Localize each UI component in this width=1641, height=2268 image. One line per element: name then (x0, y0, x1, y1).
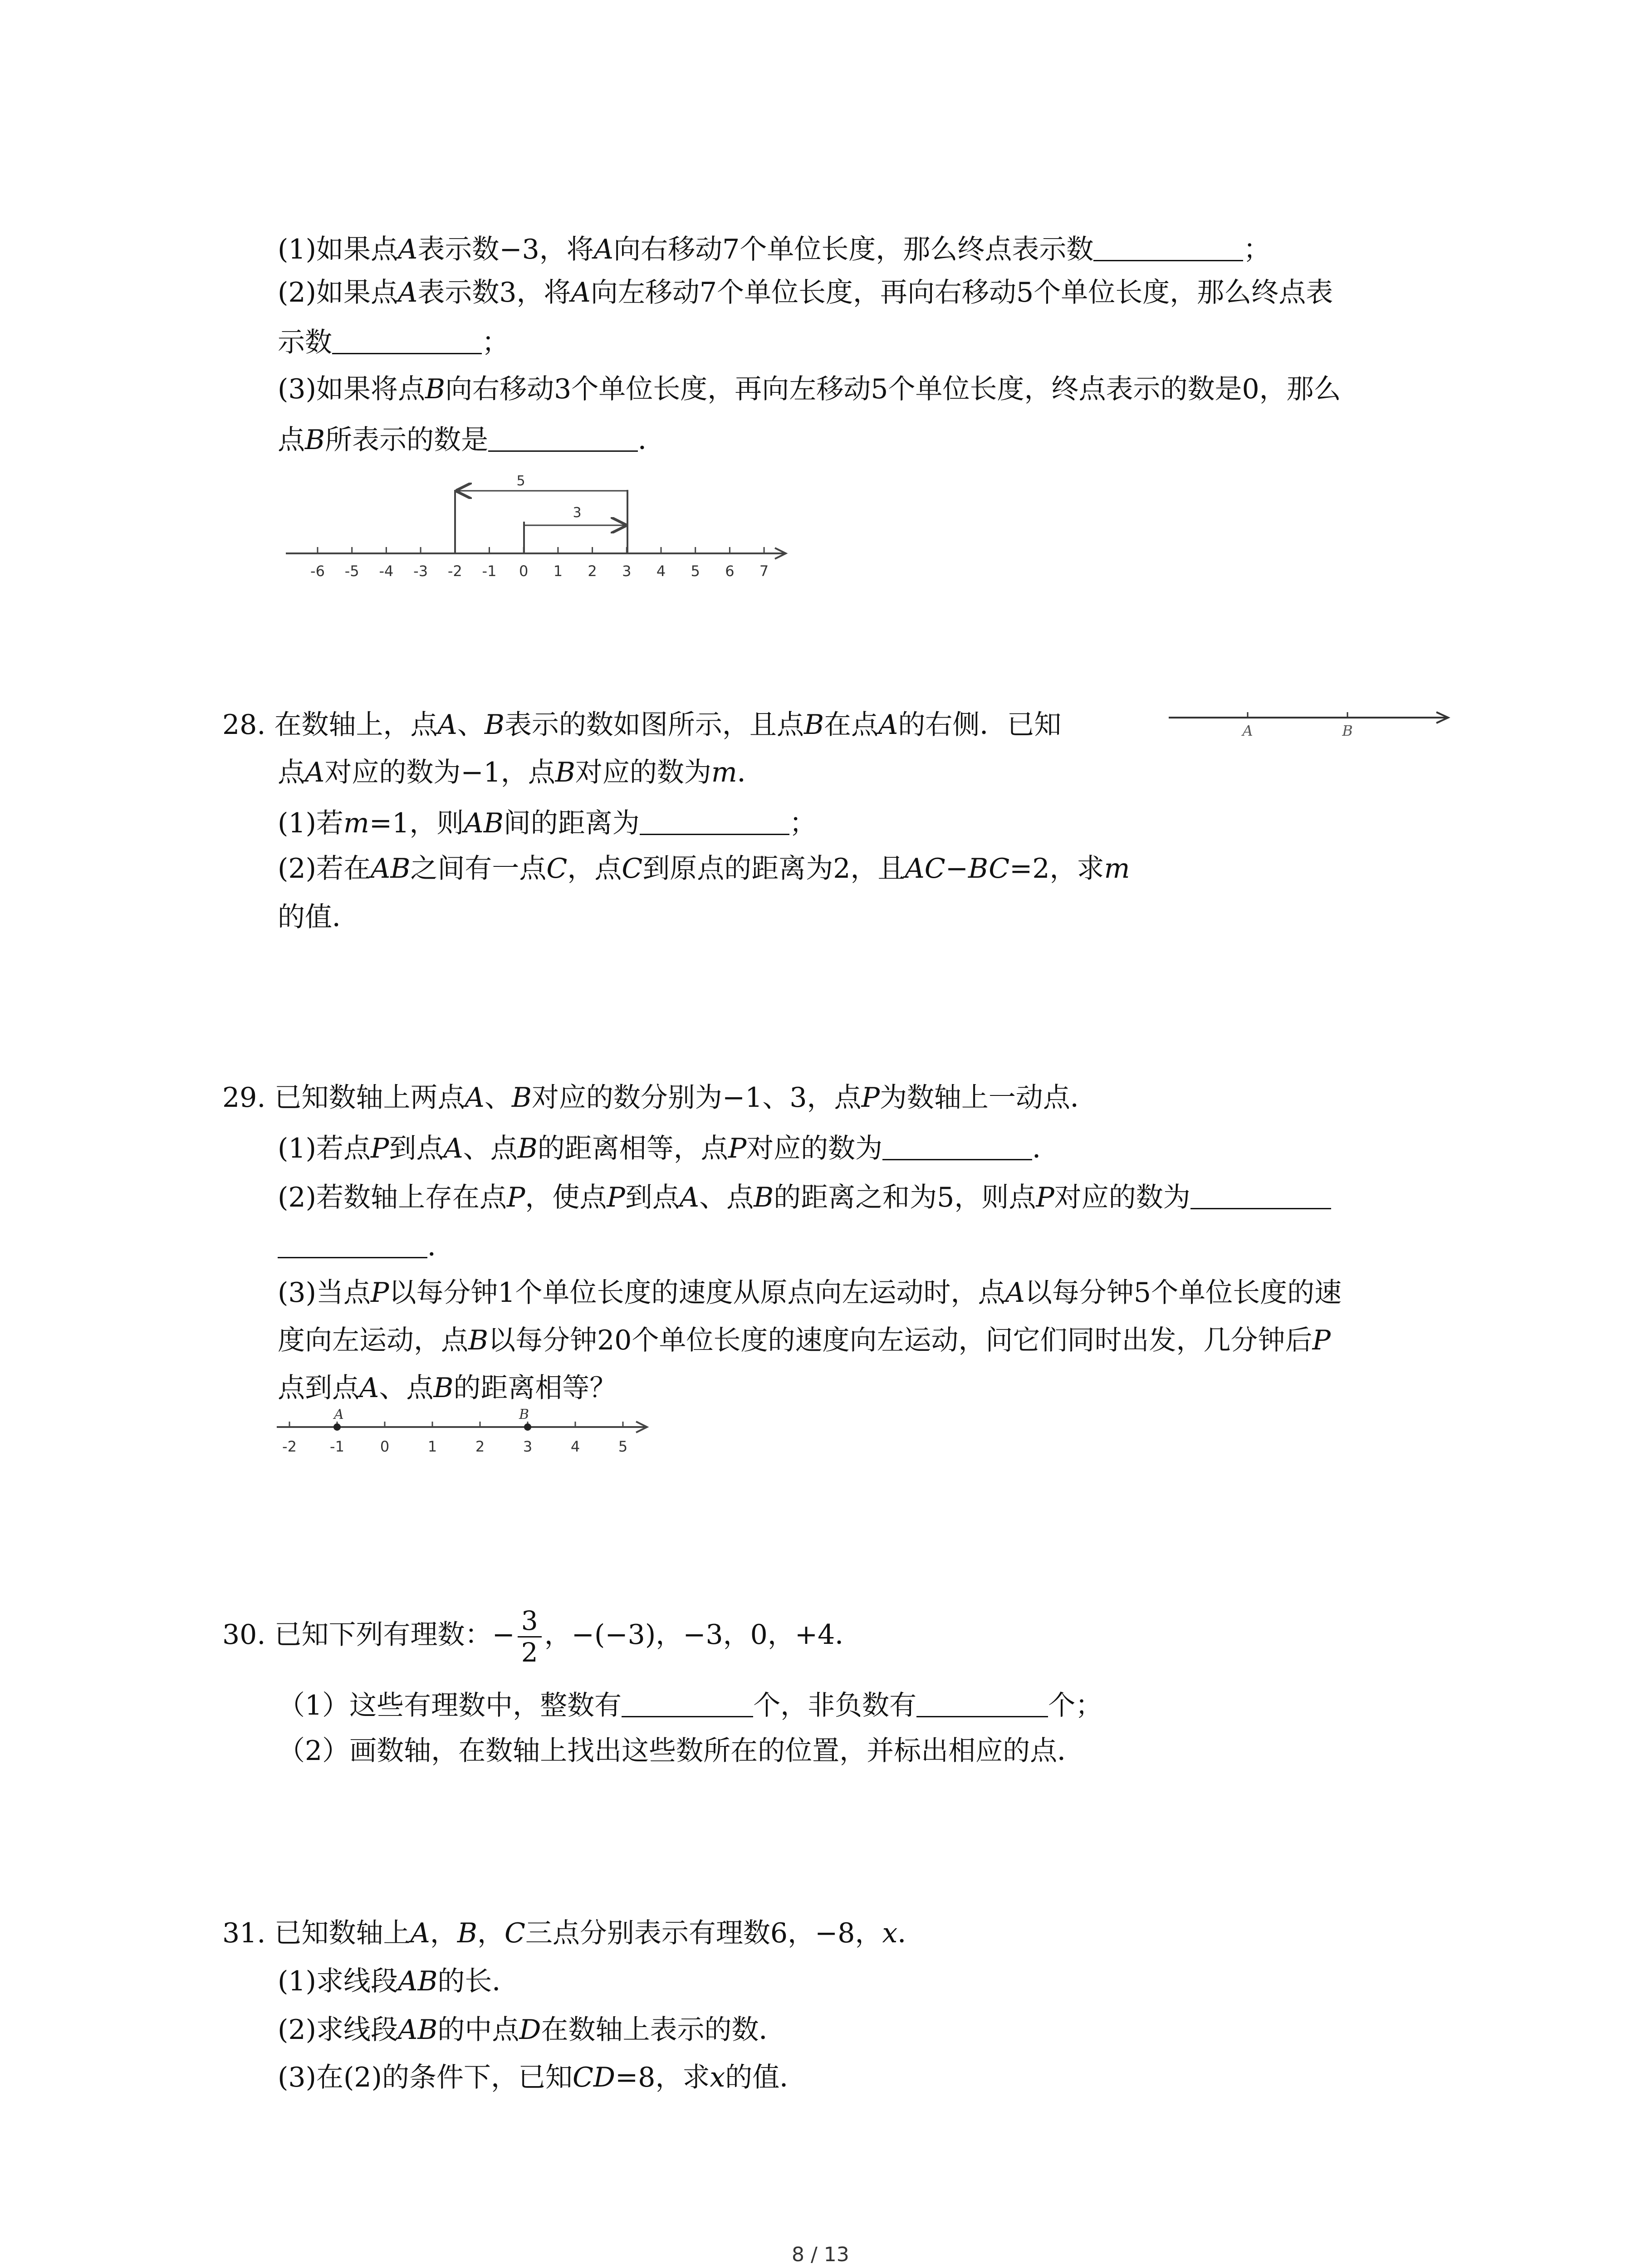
tick-label: 5 (618, 1438, 628, 1455)
point-b-label: B (519, 1407, 529, 1422)
q29-line5: (3)当点P以每分钟1个单位长度的速度从原点向左运动时，点A以每分钟5个单位长度的速 (278, 1277, 1342, 1309)
q27-part1: (1)如果点A表示数−3，将A向右移动7个单位长度，那么终点表示数 ； (278, 234, 1271, 265)
tick-label: 4 (656, 562, 666, 580)
tick-label: -2 (447, 562, 462, 580)
tick-label: 2 (588, 562, 597, 580)
tick-label: 3 (523, 1438, 533, 1455)
q31-line3: (2)求线段AB的中点D在数轴上表示的数． (278, 2014, 786, 2046)
label-b: B (1342, 722, 1353, 739)
q29-line7: 点到点A、点B的距离相等？ (278, 1372, 617, 1404)
answer-blank[interactable] (640, 807, 789, 835)
q27-part3: (3)如果将点B向右移动3个单位长度，再向左移动5个单位长度，终点表示的数是0，那么 (278, 373, 1341, 405)
q28-line5: 的值． (278, 901, 359, 933)
arrow-5-label: 5 (516, 473, 525, 489)
tick-label: 6 (725, 562, 735, 580)
q27-part2-cont: 示数 ； (278, 327, 509, 358)
q29-line2: (1)若点P到点A、点B的距离相等，点P对应的数为 ． (278, 1133, 1060, 1164)
tick-label: 5 (691, 562, 700, 580)
q28-line4: (2)若在AB之间有一点C，点C到原点的距离为2，且AC−BC=2，求m (278, 853, 1130, 885)
arrow-3-label: 3 (573, 505, 582, 521)
q29-line1: 29. 已知数轴上两点A、B对应的数分别为−1、3，点P为数轴上一动点． (222, 1082, 1097, 1114)
tick-label: 0 (380, 1438, 390, 1455)
tick-label: 0 (519, 562, 529, 580)
q28-line3: (1)若m=1，则AB间的距离为 ； (278, 807, 817, 839)
answer-blank[interactable] (622, 1690, 753, 1717)
page-number: 8 / 13 (792, 2243, 849, 2266)
answer-blank[interactable] (488, 424, 638, 452)
q29-line3: (2)若数轴上存在点P，使点P到点A、点B的距离之和为5，则点P对应的数为 (278, 1182, 1331, 1211)
tick-label: 4 (570, 1438, 580, 1455)
q31-line1: 31. 已知数轴上A，B，C三点分别表示有理数6，−8，x． (222, 1917, 925, 1949)
q27-part3-cont: 点B所表示的数是 ． (278, 424, 666, 456)
tick-label: 1 (553, 562, 563, 580)
tick-label: -6 (310, 562, 325, 580)
tick-label: 3 (622, 562, 632, 580)
q29-line6: 度向左运动，点B以每分钟20个单位长度的速度向左运动，问它们同时出发，几分钟后P (278, 1325, 1331, 1356)
q30-line2: （1）这些有理数中，整数有 个，非负数有 个； (278, 1690, 1103, 1721)
answer-blank[interactable] (882, 1133, 1032, 1160)
q28-number-line-figure (1166, 699, 1456, 739)
answer-blank[interactable] (332, 327, 482, 354)
answer-blank[interactable] (1190, 1182, 1331, 1209)
q29-number-line-figure (272, 1406, 653, 1465)
tick-label: -4 (379, 562, 394, 580)
tick-group (310, 547, 769, 580)
tick-label: 7 (759, 562, 769, 580)
q28-line2: 点A对应的数为−1，点B对应的数为m． (278, 757, 764, 788)
point-b (524, 1423, 531, 1431)
tick-label: -1 (330, 1438, 344, 1455)
q27-part2: (2)如果点A表示数3，将A向左移动7个单位长度，再向右移动5个单位长度，那么终点表 (278, 277, 1333, 308)
q30-line1: 30. 已知下列有理数：− $\frac{3}{2}$ ，−(−3)，−3，0，+4． (222, 1605, 862, 1668)
q27-number-line-figure (272, 472, 808, 590)
tick-label: -3 (413, 562, 428, 580)
q29-line4: ． (278, 1231, 455, 1260)
question-number: 28. (222, 709, 266, 741)
question-number: 31. (222, 1917, 266, 1949)
question-number: 29. (222, 1082, 266, 1114)
answer-blank[interactable] (916, 1690, 1048, 1717)
answer-blank[interactable] (278, 1231, 427, 1258)
q31-line2: (1)求线段AB的长． (278, 1965, 519, 1997)
q31-line4: (3)在(2)的条件下，已知CD=8，求x的值． (278, 2062, 807, 2093)
answer-blank[interactable] (1093, 234, 1243, 261)
question-number: 30. (222, 1618, 266, 1651)
tick-label: -5 (344, 562, 359, 580)
q30-line3: （2）画数轴，在数轴上找出这些数所在的位置，并标出相应的点． (278, 1735, 1085, 1767)
tick-label: 2 (475, 1438, 485, 1455)
fraction-three-halves: $\frac{3}{2}$ (518, 1606, 542, 1667)
label-a: A (1242, 722, 1253, 739)
tick-label: -2 (282, 1438, 297, 1455)
tick-label: 1 (427, 1438, 437, 1455)
q28-line1: 28. 在数轴上，点A、B表示的数如图所示，且点B在点A的右侧．已知 (222, 709, 1062, 741)
point-a-label: A (334, 1407, 344, 1422)
tick-label: -1 (482, 562, 497, 580)
point-a (333, 1423, 341, 1431)
